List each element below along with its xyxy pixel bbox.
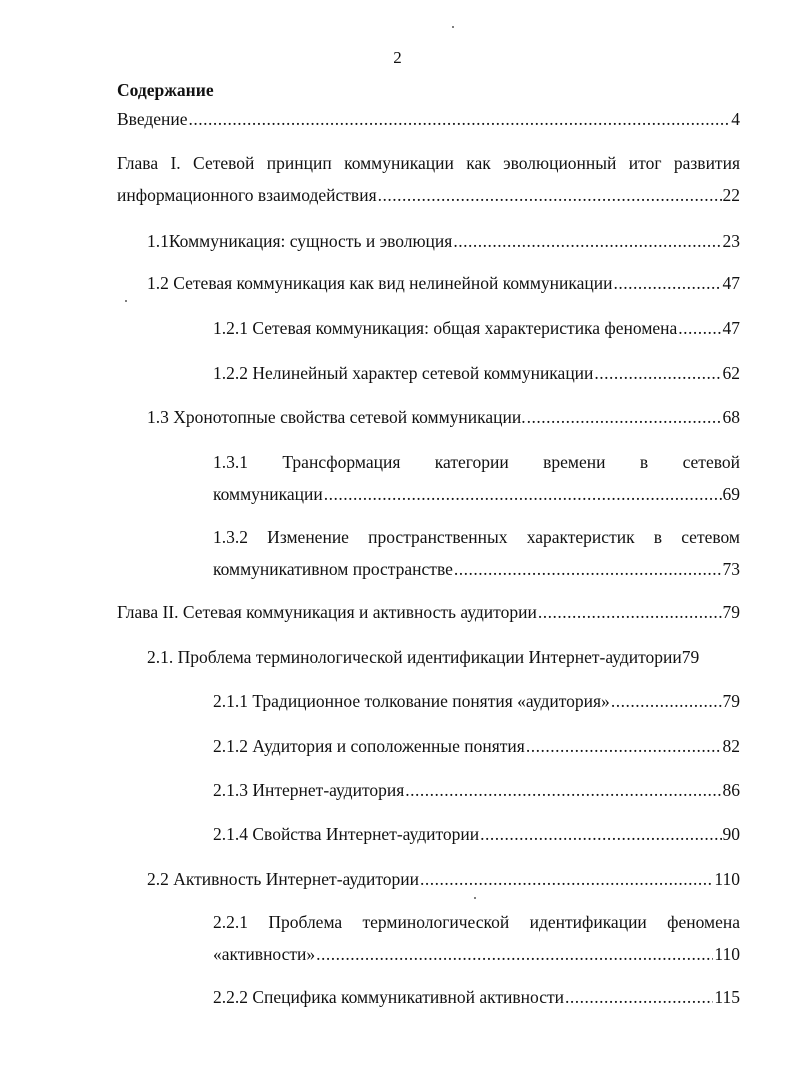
toc-page-number: 4 bbox=[731, 109, 740, 129]
toc-page-number: 82 bbox=[722, 736, 740, 756]
toc-entry-title-line2: коммуникации bbox=[213, 484, 323, 504]
leader-dots bbox=[594, 362, 721, 384]
leader-dots bbox=[614, 272, 722, 294]
toc-entry-title: Введение bbox=[117, 109, 188, 129]
leader-dots bbox=[316, 943, 713, 965]
page-number: 2 bbox=[393, 48, 402, 67]
toc-entry-2-2-1 bbox=[213, 911, 740, 965]
toc-entry-title-line1: 1.3.1 Трансформация категории времени в сетевой bbox=[213, 452, 740, 472]
toc-entry-title-line2: информационного взаимодействия bbox=[117, 185, 377, 205]
toc-entry-2-1 bbox=[147, 646, 740, 668]
scan-speck bbox=[474, 897, 476, 899]
leader-dots bbox=[678, 317, 721, 339]
leader-dots bbox=[324, 483, 722, 505]
toc-entry-title: 2.1.1 Традиционное толкование понятия «аудитория» bbox=[213, 691, 610, 711]
leader-dots bbox=[378, 184, 722, 206]
toc-entry-2-1-1 bbox=[213, 690, 740, 712]
toc-entry-title: 1.2 Сетевая коммуникация как вид нелинейной коммуникации bbox=[147, 273, 613, 293]
toc-entry-title: 2.1.3 Интернет-аудитория bbox=[213, 780, 405, 800]
toc-entry-title: 2.2.2 Специфика коммуникативной активности bbox=[213, 987, 564, 1007]
toc-page-number: 110 bbox=[714, 944, 740, 964]
leader-dots bbox=[565, 986, 713, 1008]
toc-page-number: 86 bbox=[722, 780, 740, 800]
toc-entry-title: 1.2.2 Нелинейный характер сетевой коммуникации bbox=[213, 363, 594, 383]
scan-speck bbox=[125, 300, 127, 302]
toc-page-number: 68 bbox=[722, 407, 740, 427]
leader-dots bbox=[526, 735, 722, 757]
toc-page-number: 79 bbox=[722, 602, 740, 622]
leader-dots bbox=[480, 823, 721, 845]
leader-dots bbox=[420, 868, 713, 890]
toc-entry-title-line1: 2.2.1 Проблема терминологической идентификации феномена bbox=[213, 912, 740, 932]
toc-page-number: 62 bbox=[722, 363, 740, 383]
toc-entry-2-1-2 bbox=[213, 735, 740, 757]
toc-page-number: 47 bbox=[722, 318, 740, 338]
toc-entry-1-3-2 bbox=[213, 526, 740, 580]
toc-entry-title: 1.1Коммуникация: сущность и эволюция bbox=[147, 231, 453, 251]
toc-page-number: 47 bbox=[722, 273, 740, 293]
toc-page-number: 79 bbox=[681, 647, 700, 667]
toc-entry-title: 2.2 Активность Интернет-аудитории bbox=[147, 869, 419, 889]
leader-dots bbox=[405, 779, 721, 801]
toc-page-number: 115 bbox=[714, 987, 740, 1007]
toc-entry-2-1-3 bbox=[213, 779, 740, 801]
leader-dots bbox=[527, 406, 722, 428]
toc-page-number: 23 bbox=[722, 231, 740, 251]
leader-dots bbox=[454, 558, 722, 580]
toc-entry-intro bbox=[117, 108, 740, 130]
toc-entry-1-1 bbox=[147, 230, 740, 252]
toc-entry-title-line1: 1.3.2 Изменение пространственных характеристик в сетевом bbox=[213, 527, 740, 547]
toc-entry-1-3 bbox=[147, 406, 740, 428]
toc-heading: Содержание bbox=[117, 80, 214, 100]
leader-dots bbox=[453, 230, 721, 252]
toc-entry-title: 2.1.4 Свойства Интернет-аудитории bbox=[213, 824, 480, 844]
leader-dots bbox=[189, 108, 731, 130]
toc-entry-title: 1.3 Хронотопные свойства сетевой коммуникации. bbox=[147, 407, 526, 427]
toc-page-number: 79 bbox=[722, 691, 740, 711]
toc-entry-title-line1: Глава I. Сетевой принцип коммуникации как эволюционный итог развития bbox=[117, 153, 740, 173]
toc-entry-2-2-2 bbox=[213, 986, 740, 1008]
leader-dots bbox=[611, 690, 722, 712]
toc-entry-title: Глава II. Сетевая коммуникация и активность аудитории bbox=[117, 602, 537, 622]
toc-entry-chapter-2 bbox=[117, 601, 740, 623]
toc-page-number: 73 bbox=[722, 559, 740, 579]
toc-entry-1-2-1 bbox=[213, 317, 740, 339]
toc-entry-2-2 bbox=[147, 868, 740, 890]
toc-entry-title: 2.1.2 Аудитория и соположенные понятия bbox=[213, 736, 525, 756]
toc-entry-title-line2: «активности» bbox=[213, 944, 316, 964]
toc-entry-title-line2: коммуникативном пространстве bbox=[213, 559, 453, 579]
toc-entry-chapter-1 bbox=[117, 152, 740, 206]
toc-page-number: 110 bbox=[714, 869, 740, 889]
toc-page-number: 90 bbox=[722, 824, 740, 844]
toc-entry-title: 2.1. Проблема терминологической идентификации Интернет-аудитории bbox=[147, 647, 682, 667]
toc-entry-title: 1.2.1 Сетевая коммуникация: общая характеристика феномена bbox=[213, 318, 678, 338]
scan-speck bbox=[452, 26, 454, 28]
toc-page-number: 22 bbox=[722, 185, 740, 205]
toc-entry-1-2-2 bbox=[213, 362, 740, 384]
toc-page-number: 69 bbox=[722, 484, 740, 504]
toc-entry-1-2 bbox=[147, 272, 740, 294]
leader-dots bbox=[538, 601, 722, 623]
toc-entry-1-3-1 bbox=[213, 451, 740, 505]
toc-entry-2-1-4 bbox=[213, 823, 740, 845]
